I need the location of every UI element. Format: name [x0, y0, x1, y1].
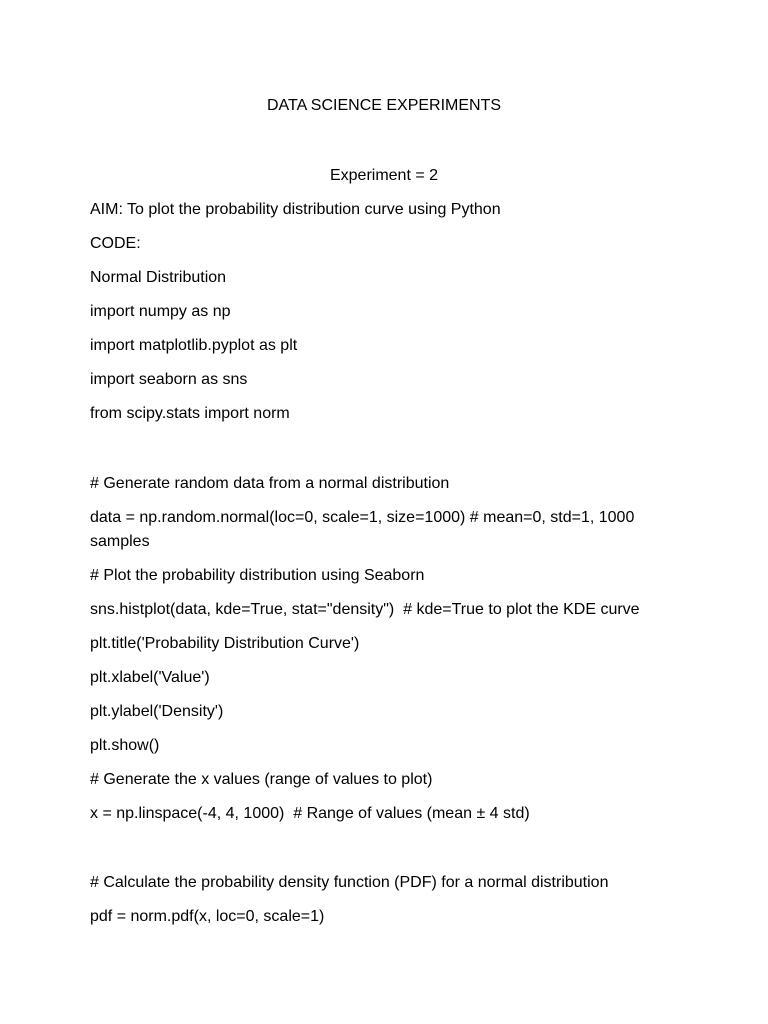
code-line: plt.ylabel('Density'): [90, 703, 224, 720]
code-line: plt.title('Probability Distribution Curve'): [90, 635, 360, 652]
code-line: import seaborn as sns: [90, 371, 248, 388]
code-line: plt.show(): [90, 737, 160, 754]
code-line: import matplotlib.pyplot as plt: [90, 337, 298, 354]
code-line: from scipy.stats import norm: [90, 405, 290, 422]
code-comment: # Plot the probability distribution using Seaborn: [90, 567, 425, 584]
code-comment: # Generate the x values (range of values to plot): [90, 771, 433, 788]
section-heading: Normal Distribution: [90, 269, 227, 286]
code-line: pdf = norm.pdf(x, loc=0, scale=1): [90, 908, 325, 925]
code-line: import numpy as np: [90, 303, 231, 320]
code-line: sns.histplot(data, kde=True, stat="density") # kde=True to plot the KDE curve: [90, 601, 640, 618]
aim-text: AIM: To plot the probability distribution curve using Python: [90, 201, 501, 218]
document-title: DATA SCIENCE EXPERIMENTS: [266, 97, 502, 114]
code-line: x = np.linspace(-4, 4, 1000) # Range of values (mean ± 4 std): [90, 805, 530, 822]
code-comment: # Calculate the probability density function (PDF) for a normal distribution: [90, 874, 609, 891]
code-comment: # Generate random data from a normal distribution: [90, 475, 450, 492]
experiment-number: Experiment = 2: [329, 167, 439, 184]
code-label: CODE:: [90, 235, 141, 252]
code-line: plt.xlabel('Value'): [90, 669, 210, 686]
code-line: data = np.random.normal(loc=0, scale=1, size=1000) # mean=0, std=1, 1000 samples: [90, 509, 635, 550]
